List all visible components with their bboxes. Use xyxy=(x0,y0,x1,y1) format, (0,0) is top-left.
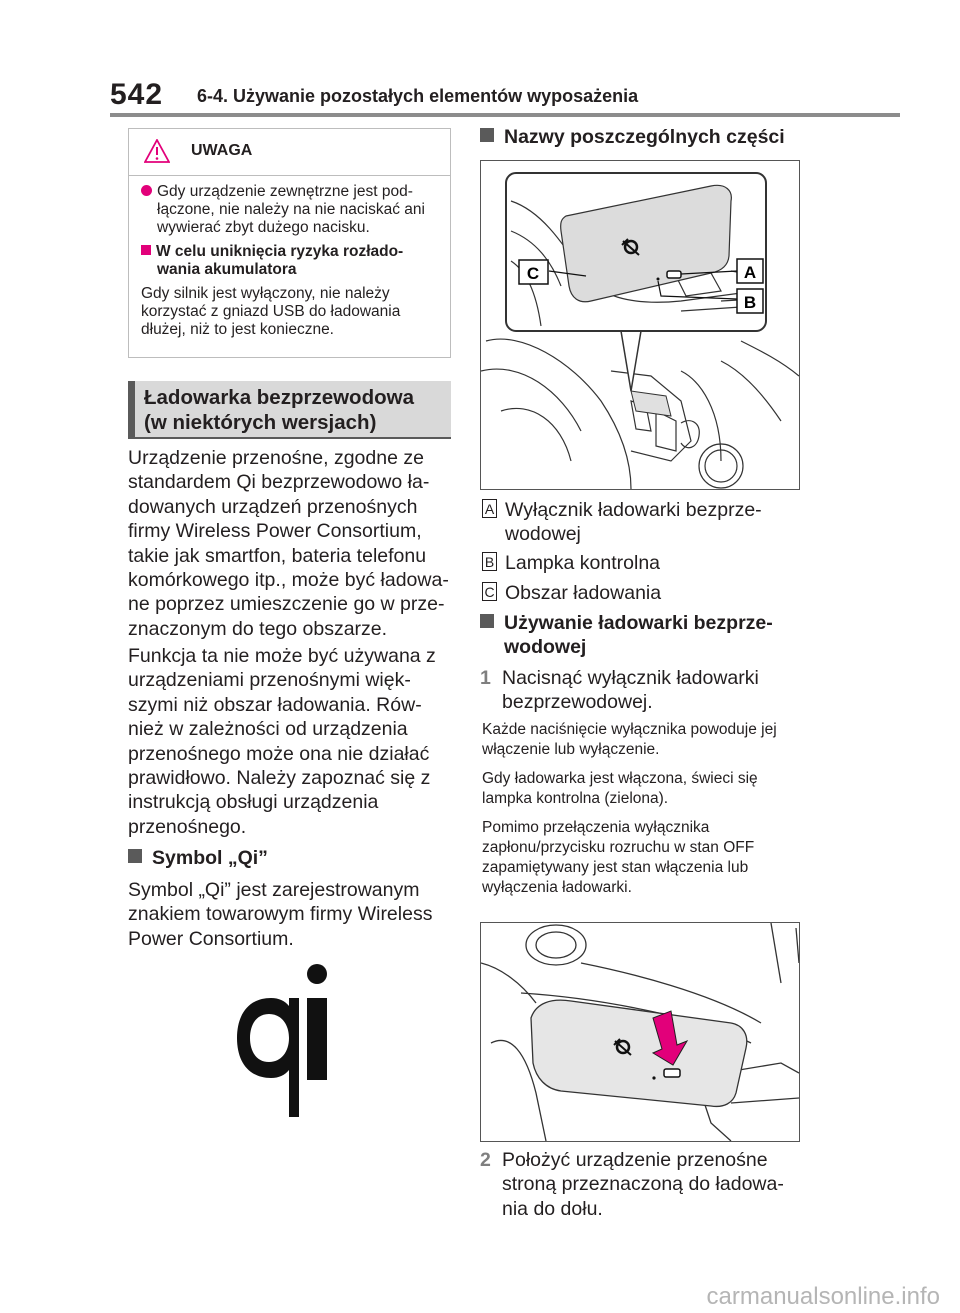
header-rule xyxy=(110,113,900,117)
square-bullet-icon xyxy=(480,128,494,142)
subheading-qi-symbol-text: Symbol „Qi” xyxy=(152,847,268,869)
figure-console-overview xyxy=(480,160,800,490)
subheading-part-names-text: Nazwy poszczególnych części xyxy=(504,126,785,148)
note-toggle: Każde naciśnięcie wyłącznika powoduje jej włączenie lub wyłączenie. xyxy=(482,721,777,758)
step-1-text: Nacisnąć wyłącznik ładowarki bezprzewodowej. xyxy=(502,667,759,714)
square-bullet-icon xyxy=(480,614,494,628)
section-heading-line2: (w niektórych wersjach) xyxy=(144,411,377,434)
figure-label-a: A xyxy=(743,263,757,282)
section-title: 6-4. Używanie pozostałych elementów wyposażenia xyxy=(197,86,639,106)
step-1-number: 1 xyxy=(480,667,491,689)
legend-text-a: Wyłącznik ładowarki bezprze-wodowej xyxy=(505,499,762,546)
page-number: 542 xyxy=(110,78,164,111)
subheading-qi-symbol xyxy=(128,847,268,870)
watermark: carmanualsonline.info xyxy=(706,1283,940,1310)
legend-text-c: Obszar ładowania xyxy=(505,582,662,604)
caution-box xyxy=(128,128,451,358)
caution-subhead: W celu uniknięcia ryzyka rozłado-wania akumulatora xyxy=(156,243,404,278)
qi-logo-icon xyxy=(235,962,345,1117)
paragraph-trademark: Symbol „Qi” jest zarejestrowanym znakiem towarowym firmy Wireless Power Consortium. xyxy=(128,879,433,950)
section-heading-line1: Ładowarka bezprzewodowa xyxy=(144,386,414,409)
step-2 xyxy=(480,1148,787,1221)
paragraph-limitations: Funkcja ta nie może być używana z urządzeniami przenośnymi więk-szymi niż obszar ładowania. Rów-nież w zależności od urządzenia przenośnego może ona nie działać prawidłowo. Należy zapoznać się z instrukcją obsługi urządzenia przenośnego. xyxy=(128,645,436,838)
subheading-part-names xyxy=(480,126,785,149)
square-bullet-icon xyxy=(128,849,142,863)
subheading-using-charger xyxy=(480,611,800,659)
note-indicator: Gdy ładowarka jest włączona, świeci się lampka kontrolna (zielona). xyxy=(482,770,758,807)
warning-triangle-icon xyxy=(144,139,170,163)
legend-item-b xyxy=(482,551,660,575)
paragraph-intro: Urządzenie przenośne, zgodne ze standardem Qi bezprzewodowo ła-dowanych urządzeń przenośnych firmy Wireless Power Consortium, takie jak smartfon, bateria telefonu komórkowego itp., może być ładowa-ne poprzez umieszczenie go w prze-znaczonym do tego obszarze. xyxy=(128,447,449,640)
console-illustration xyxy=(481,161,799,489)
legend-key-c: C xyxy=(482,582,497,601)
figure-label-c: C xyxy=(526,264,540,283)
legend-item-a xyxy=(482,498,802,547)
legend-key-a: A xyxy=(482,499,497,518)
figure-label-b: B xyxy=(743,293,757,312)
legend-text-b: Lampka kontrolna xyxy=(505,552,661,574)
bullet-icon xyxy=(141,185,152,196)
figure-charger-switch xyxy=(480,922,800,1142)
step-1 xyxy=(480,666,787,715)
note-memory: Pomimo przełączenia wyłącznika zapłonu/przycisku rozruchu w stan OFF zapamiętywany jest stan włączenia lub wyłączenia ładowarki. xyxy=(482,819,755,896)
subheading-using-charger-text: Używanie ładowarki bezprze-wodowej xyxy=(504,612,773,658)
square-bullet-icon xyxy=(141,245,151,255)
step-2-number: 2 xyxy=(480,1149,491,1171)
step-2-text: Położyć urządzenie przenośne stroną przeznaczoną do ładowa-nia do dołu. xyxy=(502,1149,784,1220)
legend-key-b: B xyxy=(482,552,497,571)
caution-item-1: Gdy urządzenie zewnętrzne jest pod-łączone, nie należy na nie naciskać ani wywierać zbyt dużego nacisku. xyxy=(157,183,425,236)
legend-item-c xyxy=(482,581,661,605)
section-heading xyxy=(128,381,451,439)
caution-item-2: Gdy silnik jest wyłączony, nie należy korzystać z gniazd USB do ładowania dłużej, niż to jest konieczne. xyxy=(141,285,401,338)
charger-switch-illustration xyxy=(481,923,799,1141)
caution-title: UWAGA xyxy=(191,142,253,159)
caution-header xyxy=(129,129,450,176)
